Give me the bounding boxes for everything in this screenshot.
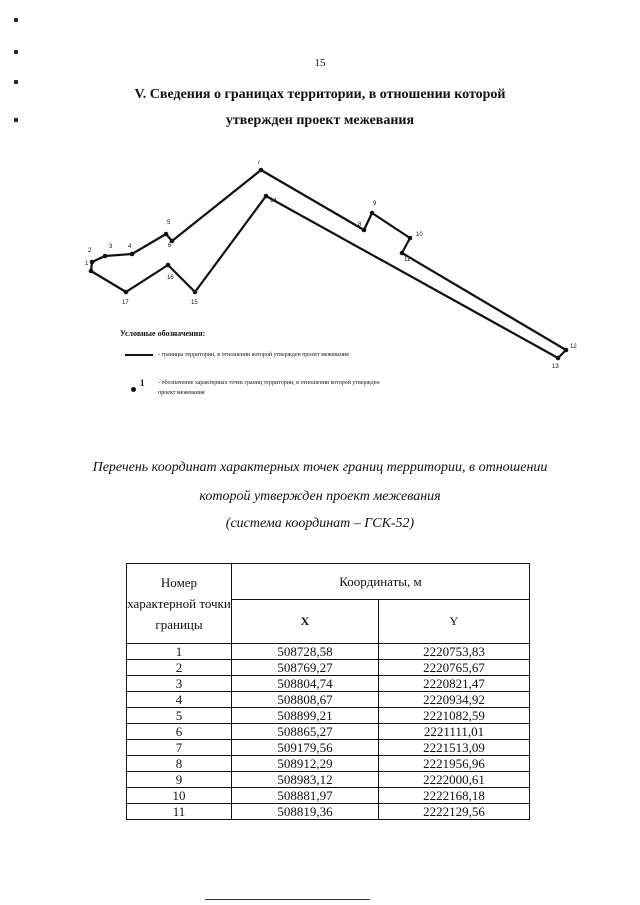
x-coordinate-cell: 508881,97	[232, 788, 379, 804]
boundary-point-label: 14	[270, 198, 277, 204]
coordinates-header: Координаты, м	[232, 564, 530, 600]
x-coordinate-cell: 508912,29	[232, 756, 379, 772]
boundary-point-label: 10	[416, 232, 423, 238]
point-number-cell: 4	[127, 692, 232, 708]
boundary-points	[85, 160, 577, 370]
boundary-point-label: 6	[168, 243, 172, 249]
table-row	[127, 756, 530, 772]
x-column-header: X	[232, 600, 379, 644]
table-row	[127, 772, 530, 788]
point-number-cell: 3	[127, 676, 232, 692]
y-coordinate-cell: 2222129,56	[379, 804, 530, 820]
boundary-point	[408, 236, 413, 241]
boundary-point	[362, 228, 367, 233]
x-coordinate-cell: 508983,12	[232, 772, 379, 788]
point-number-cell: 7	[127, 740, 232, 756]
table-row	[127, 692, 530, 708]
point-number-cell: 2	[127, 660, 232, 676]
y-coordinate-cell: 2221082,59	[379, 708, 530, 724]
section-heading-line1: V. Сведения о границах территории, в отношении которой	[134, 87, 506, 102]
legend-line-symbol	[125, 354, 153, 356]
x-coordinate-cell: 508808,67	[232, 692, 379, 708]
y-column-header: Y	[379, 600, 530, 644]
table-row	[127, 708, 530, 724]
boundary-point	[564, 348, 569, 353]
x-coordinate-cell: 508899,21	[232, 708, 379, 724]
boundary-point-label: 12	[570, 344, 577, 350]
boundary-point	[124, 290, 129, 295]
section-heading-line2: утвержден проект межевания	[225, 113, 415, 128]
y-coordinate-cell: 2222000,61	[379, 772, 530, 788]
coords-system-note: (система координат – ГСК-52)	[225, 516, 415, 531]
y-coordinate-cell: 2220765,67	[379, 660, 530, 676]
table-row	[127, 804, 530, 820]
table-row	[127, 740, 530, 756]
point-number-cell: 5	[127, 708, 232, 724]
legend-point-description: - обозначение характерных точек границ территории, в отношении которой утвержден проект межевания	[158, 380, 380, 396]
boundary-point	[400, 251, 405, 256]
legend-point-number: 1	[140, 378, 145, 388]
point-number-cell: 11	[127, 804, 232, 820]
x-coordinate-cell: 508865,27	[232, 724, 379, 740]
y-coordinate-cell: 2221956,96	[379, 756, 530, 772]
page-number: 15	[314, 57, 326, 69]
boundary-point-label: 8	[358, 222, 362, 228]
point-number-cell: 8	[127, 756, 232, 772]
boundary-point	[90, 260, 95, 265]
coordinates-table	[126, 563, 530, 820]
coords-list-title-line1: Перечень координат характерных точек границ территории, в отношении	[92, 460, 548, 475]
point-number-cell: 1	[127, 644, 232, 660]
x-coordinate-cell: 508728,58	[232, 644, 379, 660]
boundary-point-label: 13	[552, 364, 559, 370]
y-coordinate-cell: 2221111,01	[379, 724, 530, 740]
point-number-cell: 9	[127, 772, 232, 788]
x-coordinate-cell: 508804,74	[232, 676, 379, 692]
x-coordinate-cell: 509179,56	[232, 740, 379, 756]
boundary-point	[89, 269, 94, 274]
x-coordinate-cell: 508819,36	[232, 804, 379, 820]
boundary-point-label: 7	[257, 160, 261, 166]
boundary-point-label: 1	[85, 261, 89, 267]
boundary-point-label: 16	[167, 275, 174, 281]
boundary-map	[80, 160, 580, 380]
boundary-point-label: 2	[88, 248, 92, 254]
table-row	[127, 660, 530, 676]
margin-bullet	[14, 50, 18, 54]
boundary-point	[166, 263, 171, 268]
point-number-header: Номер характерной точки границы	[127, 564, 232, 644]
point-number-cell: 6	[127, 724, 232, 740]
y-coordinate-cell: 2222168,18	[379, 788, 530, 804]
boundary-point-label: 3	[109, 244, 113, 250]
margin-bullet	[14, 80, 18, 84]
x-coordinate-cell: 508769,27	[232, 660, 379, 676]
boundary-point-label: 11	[404, 257, 411, 263]
point-number-cell: 10	[127, 788, 232, 804]
margin-bullet	[14, 18, 18, 22]
boundary-point-label: 4	[128, 244, 132, 250]
boundary-point-label: 5	[167, 220, 171, 226]
legend-title: Условные обозначения:	[120, 329, 206, 338]
boundary-point-label: 17	[122, 300, 129, 306]
table-row	[127, 676, 530, 692]
boundary-point	[130, 252, 135, 257]
boundary-point	[370, 211, 375, 216]
boundary-point-label: 15	[191, 300, 198, 306]
boundary-point	[164, 232, 169, 237]
boundary-point	[259, 168, 264, 173]
legend-point-symbol	[131, 387, 136, 392]
boundary-point	[103, 254, 108, 259]
table-row	[127, 644, 530, 660]
table-row	[127, 788, 530, 804]
y-coordinate-cell: 2220753,83	[379, 644, 530, 660]
y-coordinate-cell: 2220934,92	[379, 692, 530, 708]
y-coordinate-cell: 2221513,09	[379, 740, 530, 756]
footer-rule	[205, 899, 370, 900]
boundary-point-label: 9	[373, 201, 377, 207]
boundary-point	[264, 194, 269, 199]
coords-list-title-line2: которой утвержден проект межевания	[199, 489, 441, 504]
y-coordinate-cell: 2220821,47	[379, 676, 530, 692]
table-row	[127, 724, 530, 740]
boundary-point	[193, 290, 198, 295]
legend-line-description: - границы территории, в отношении которой утвержден проект межевания	[158, 352, 349, 358]
boundary-point	[556, 356, 561, 361]
